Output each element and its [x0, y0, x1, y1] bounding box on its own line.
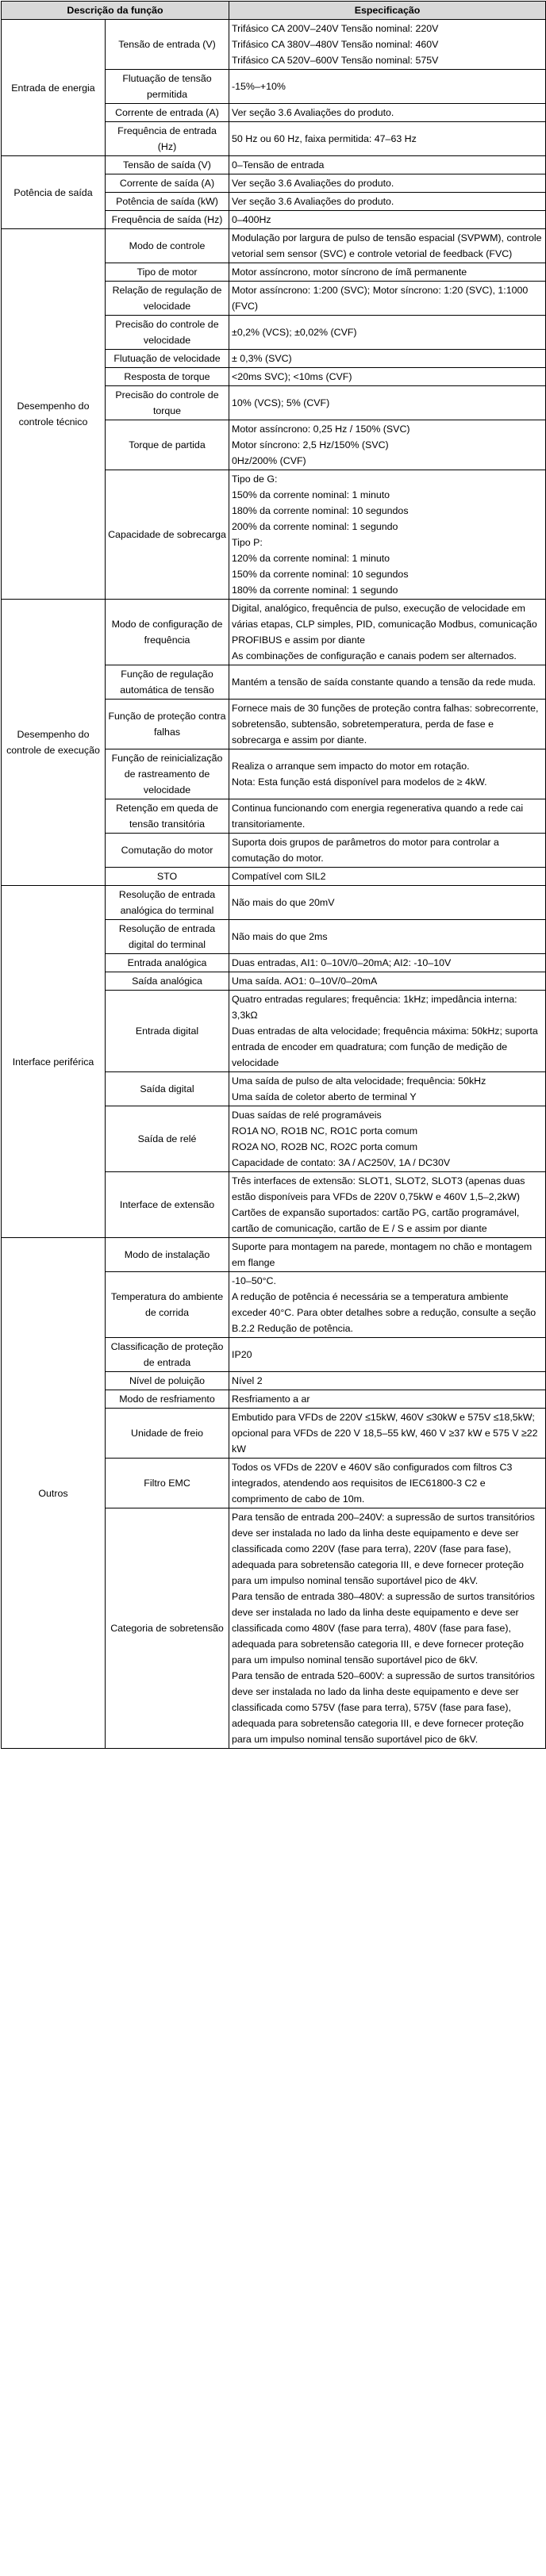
- specification-line: Motor síncrono: 2,5 Hz/150% (SVC): [232, 439, 389, 450]
- specification-cell: [229, 104, 546, 122]
- function-cell: Corrente de entrada (A): [106, 104, 229, 122]
- specification-line: Para tensão de entrada 200–240V: a supressão de surtos transitórios deve ser instalada no lado da linha deste equipamento e deve ser classificada como 220V (fase para terra), 220V (fase para fase), adequada para sobretensão categoria III, e deve fornecer proteção para um impulso nominal tensão suportável pico de 4kV.: [232, 1512, 535, 1586]
- function-cell: STO: [106, 868, 229, 886]
- function-cell: Comutação do motor: [106, 834, 229, 868]
- specification-line: 200% da corrente nominal: 1 segundo: [232, 521, 398, 532]
- function-cell: Frequência de entrada (Hz): [106, 122, 229, 156]
- table-row: [2, 1238, 546, 1272]
- specification-line: Nota: Esta função está disponível para modelos de ≥ 4kW.: [232, 776, 487, 788]
- specification-line: Nível 2: [232, 1375, 263, 1386]
- spec-table-body: [2, 20, 546, 1749]
- table-row: [2, 229, 546, 263]
- specification-cell: [229, 749, 546, 799]
- specification-line: 120% da corrente nominal: 1 minuto: [232, 553, 390, 564]
- specification-cell: [229, 470, 546, 600]
- function-cell: Saída analógica: [106, 972, 229, 991]
- specification-line: Uma saída de coletor aberto de terminal Y: [232, 1091, 417, 1102]
- specification-line: Trifásico CA 200V–240V Tensão nominal: 220V: [232, 23, 439, 34]
- function-cell: Temperatura do ambiente de corrida: [106, 1272, 229, 1338]
- category-cell: Entrada de energia: [2, 20, 106, 156]
- function-cell: Modo de controle: [106, 229, 229, 263]
- specification-line: 10% (VCS); 5% (CVF): [232, 397, 330, 408]
- function-cell: Precisão do controle de torque: [106, 386, 229, 420]
- specification-line: Capacidade de contato: 3A / AC250V, 1A / DC30V: [232, 1157, 451, 1168]
- function-cell: Tensão de saída (V): [106, 156, 229, 174]
- function-cell: Precisão do controle de velocidade: [106, 316, 229, 350]
- specification-cell: [229, 1272, 546, 1338]
- specification-cell: [229, 972, 546, 991]
- specification-line: 0–400Hz: [232, 214, 271, 225]
- specification-cell: [229, 420, 546, 470]
- specification-cell: [229, 920, 546, 954]
- specification-line: Quatro entradas regulares; frequência: 1kHz; impedância interna: 3,3kΩ: [232, 994, 517, 1021]
- function-cell: Unidade de freio: [106, 1409, 229, 1459]
- specification-cell: [229, 174, 546, 193]
- function-cell: Frequência de saída (Hz): [106, 211, 229, 229]
- specification-cell: [229, 368, 546, 386]
- specification-line: 50 Hz ou 60 Hz, faixa permitida: 47–63 Hz: [232, 133, 417, 144]
- specification-cell: [229, 263, 546, 282]
- specification-line: Suporta dois grupos de parâmetros do motor para controlar a comutação do motor.: [232, 837, 499, 864]
- specification-cell: [229, 834, 546, 868]
- specification-line: Cartões de expansão suportados: cartão PG, cartão programável, cartão de comunicação, cartão de E / S e assim por diante: [232, 1207, 520, 1234]
- specification-line: Duas saídas de relé programáveis: [232, 1110, 382, 1121]
- function-cell: Retenção em queda de tensão transitória: [106, 799, 229, 834]
- specification-cell: [229, 1072, 546, 1106]
- function-cell: Resposta de torque: [106, 368, 229, 386]
- specification-line: 0–Tensão de entrada: [232, 159, 325, 171]
- function-cell: Classificação de proteção de entrada: [106, 1338, 229, 1372]
- specification-line: Suporte para montagem na parede, montagem no chão e montagem em flange: [232, 1241, 533, 1268]
- specification-line: Não mais do que 20mV: [232, 897, 335, 908]
- specification-line: ±0,2% (VCS); ±0,02% (CVF): [232, 327, 357, 338]
- specification-line: Motor assíncrono, motor síncrono de ímã permanente: [232, 266, 467, 278]
- specification-line: Tipo P:: [232, 537, 263, 548]
- function-cell: Modo de configuração de frequência: [106, 600, 229, 665]
- function-cell: Potência de saída (kW): [106, 193, 229, 211]
- function-cell: Tensão de entrada (V): [106, 20, 229, 70]
- specification-line: Duas entradas, AI1: 0–10V/0–20mA; AI2: -10–10V: [232, 957, 452, 968]
- category-cell: Potência de saída: [2, 156, 106, 229]
- specification-line: Uma saída de pulso de alta velocidade; frequência: 50kHz: [232, 1075, 486, 1087]
- function-cell: Nível de poluição: [106, 1372, 229, 1390]
- specification-line: Ver seção 3.6 Avaliações do produto.: [232, 178, 394, 189]
- specification-cell: [229, 665, 546, 700]
- specification-line: 150% da corrente nominal: 10 segundos: [232, 569, 409, 580]
- category-cell: Desempenho do controle técnico: [2, 229, 106, 600]
- specification-cell: [229, 122, 546, 156]
- function-cell: Função de proteção contra falhas: [106, 700, 229, 749]
- specification-line: A redução de potência é necessária se a temperatura ambiente exceder 40°C. Para obter detalhes sobre a redução, consulte a seção B.2.2 Redução de potência.: [232, 1291, 536, 1334]
- function-cell: Modo de instalação: [106, 1238, 229, 1272]
- specification-line: Motor assíncrono: 1:200 (SVC); Motor síncrono: 1:20 (SVC), 1:1000 (FVC): [232, 285, 529, 312]
- specification-line: Todos os VFDs de 220V e 460V são configurados com filtros C3 integrados, atendendo aos requisitos de IEC61800-3 C2 e comprimento de cabo de 10m.: [232, 1462, 513, 1505]
- function-cell: Capacidade de sobrecarga: [106, 470, 229, 600]
- specification-cell: [229, 156, 546, 174]
- specification-line: As combinações de configuração e canais podem ser alternados.: [232, 650, 517, 661]
- function-cell: Saída de relé: [106, 1106, 229, 1172]
- specification-line: Compatível com SIL2: [232, 871, 326, 882]
- specification-line: Três interfaces de extensão: SLOT1, SLOT2, SLOT3 (apenas duas estão disponíveis para VFDs de 220V 0,75kW e 460V 1,5–2,2kW): [232, 1175, 525, 1202]
- specification-line: IP20: [232, 1349, 252, 1360]
- specification-cell: [229, 799, 546, 834]
- specification-cell: [229, 700, 546, 749]
- function-cell: Tipo de motor: [106, 263, 229, 282]
- specification-line: 180% da corrente nominal: 10 segundos: [232, 505, 409, 516]
- specification-cell: [229, 20, 546, 70]
- specification-cell: [229, 386, 546, 420]
- specification-cell: [229, 991, 546, 1072]
- specification-cell: [229, 1238, 546, 1272]
- category-cell: Outros: [2, 1238, 106, 1749]
- specification-cell: [229, 1409, 546, 1459]
- function-cell: Flutuação de velocidade: [106, 350, 229, 368]
- function-cell: Flutuação de tensão permitida: [106, 70, 229, 104]
- function-cell: Modo de resfriamento: [106, 1390, 229, 1409]
- function-cell: Torque de partida: [106, 420, 229, 470]
- specification-cell: [229, 229, 546, 263]
- function-cell: Entrada digital: [106, 991, 229, 1072]
- specification-line: Não mais do que 2ms: [232, 931, 328, 942]
- specification-cell: [229, 1338, 546, 1372]
- table-row: [2, 156, 546, 174]
- specification-line: ± 0,3% (SVC): [232, 353, 292, 364]
- specification-cell: [229, 868, 546, 886]
- specification-line: Embutido para VFDs de 220V ≤15kW, 460V ≤30kW e 575V ≤18,5kW; opcional para VFDs de 220 V 18,5–55 kW, 460 V ≥37 kW e 575 V ≥22 kW: [232, 1412, 538, 1455]
- specification-line: Mantém a tensão de saída constante quando a tensão da rede muda.: [232, 677, 536, 688]
- specification-cell: [229, 600, 546, 665]
- specification-cell: [229, 1459, 546, 1508]
- category-cell: Desempenho do controle de execução: [2, 600, 106, 886]
- function-cell: Filtro EMC: [106, 1459, 229, 1508]
- specification-cell: [229, 886, 546, 920]
- specification-line: Trifásico CA 380V–480V Tensão nominal: 460V: [232, 39, 439, 50]
- table-row: [2, 20, 546, 70]
- specification-line: Digital, analógico, frequência de pulso, execução de velocidade em várias etapas, CLP simples, PID, comunicação Modbus, comunicação PROFIBUS e assim por diante: [232, 603, 537, 646]
- specification-line: Trifásico CA 520V–600V Tensão nominal: 575V: [232, 55, 439, 66]
- specification-cell: [229, 1508, 546, 1749]
- specification-line: Uma saída. AO1: 0–10V/0–20mA: [232, 976, 378, 987]
- specification-line: RO1A NO, RO1B NC, RO1C porta comum: [232, 1125, 418, 1137]
- specification-line: -15%–+10%: [232, 81, 286, 92]
- function-cell: Resolução de entrada digital do terminal: [106, 920, 229, 954]
- header-specification: Especificação: [229, 2, 546, 20]
- specification-line: Realiza o arranque sem impacto do motor em rotação.: [232, 761, 470, 772]
- specification-line: Motor assíncrono: 0,25 Hz / 150% (SVC): [232, 424, 410, 435]
- specification-cell: [229, 316, 546, 350]
- header-function-description: Descrição da função: [2, 2, 229, 20]
- spec-table: [1, 1, 546, 1749]
- function-cell: Categoria de sobretensão: [106, 1508, 229, 1749]
- specification-line: Para tensão de entrada 380–480V: a supressão de surtos transitórios deve ser instalada no lado da linha deste equipamento e deve ser classificada como 480V (fase para terra), 480V (fase para fase), adequada para sobretensão categoria III, e deve fornecer proteção para um impulso nominal tensão suportável pico de 6kV.: [232, 1591, 535, 1666]
- specification-cell: [229, 70, 546, 104]
- function-cell: Corrente de saída (A): [106, 174, 229, 193]
- specification-line: Ver seção 3.6 Avaliações do produto.: [232, 107, 394, 118]
- category-cell: Interface periférica: [2, 886, 106, 1238]
- specification-cell: [229, 1172, 546, 1238]
- specification-cell: [229, 193, 546, 211]
- function-cell: Entrada analógica: [106, 954, 229, 972]
- function-cell: Função de reinicialização de rastreamento de velocidade: [106, 749, 229, 799]
- function-cell: Interface de extensão: [106, 1172, 229, 1238]
- specification-line: Tipo de G:: [232, 473, 278, 485]
- specification-cell: [229, 1106, 546, 1172]
- specification-line: Resfriamento a ar: [232, 1393, 310, 1405]
- specification-cell: [229, 1390, 546, 1409]
- specification-cell: [229, 954, 546, 972]
- specification-line: -10–50°C.: [232, 1275, 276, 1286]
- specification-line: 0Hz/200% (CVF): [232, 455, 306, 466]
- specification-cell: [229, 350, 546, 368]
- function-cell: Saída digital: [106, 1072, 229, 1106]
- specification-line: Ver seção 3.6 Avaliações do produto.: [232, 196, 394, 207]
- function-cell: Resolução de entrada analógica do terminal: [106, 886, 229, 920]
- specification-line: RO2A NO, RO2B NC, RO2C porta comum: [232, 1141, 418, 1152]
- specification-line: Continua funcionando com energia regenerativa quando a rede cai transitoriamente.: [232, 803, 524, 830]
- specification-cell: [229, 211, 546, 229]
- function-cell: Função de regulação automática de tensão: [106, 665, 229, 700]
- specification-line: Duas entradas de alta velocidade; frequência máxima: 50kHz; suporta entrada de encoder em quadratura; com função de medição de velocidade: [232, 1025, 538, 1068]
- function-cell: Relação de regulação de velocidade: [106, 282, 229, 316]
- table-row: [2, 600, 546, 665]
- header-row: [2, 2, 546, 20]
- table-row: [2, 886, 546, 920]
- specification-line: 150% da corrente nominal: 1 minuto: [232, 489, 390, 500]
- specification-cell: [229, 282, 546, 316]
- specification-line: <20ms SVC); <10ms (CVF): [232, 371, 352, 382]
- specification-line: Fornece mais de 30 funções de proteção contra falhas: sobrecorrente, sobretensão, subtensão, sobretemperatura, perda de fase e sobrecarga e assim por diante.: [232, 703, 539, 746]
- specification-line: Para tensão de entrada 520–600V: a supressão de surtos transitórios deve ser instalada no lado da linha deste equipamento e deve ser classificada como 575V (fase para terra), 575V (fase para fase), adequada para sobretensão categoria III, e deve fornecer proteção para um impulso nominal tensão suportável pico de 6kV.: [232, 1670, 535, 1745]
- specification-cell: [229, 1372, 546, 1390]
- specification-line: Modulação por largura de pulso de tensão espacial (SVPWM), controle vetorial sem sensor (SVC) e controle vetorial de feedback (FVC): [232, 232, 542, 259]
- specification-line: 180% da corrente nominal: 1 segundo: [232, 585, 398, 596]
